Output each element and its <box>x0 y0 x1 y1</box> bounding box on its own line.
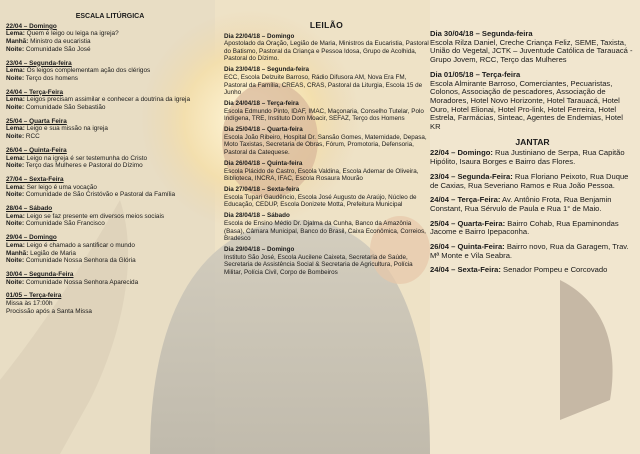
liturgy-line-key: Lema: <box>6 154 25 162</box>
liturgy-line-key: Noite: <box>6 278 25 286</box>
auction-entry <box>224 246 429 276</box>
auction-date: Dia 23/04/18 – Segunda-feira <box>224 66 310 74</box>
auction-date: Dia 01/05/18 – Terça-feira <box>430 69 521 79</box>
escala-liturgica-title: ESCALA LITÚRGICA <box>75 13 145 20</box>
liturgy-entry <box>6 118 214 141</box>
dinner-entry <box>430 220 635 237</box>
liturgy-line-value: Ser leigo é uma vocação <box>24 183 97 191</box>
auction-entry <box>224 186 429 209</box>
liturgy-line <box>6 308 214 316</box>
jantar-title: JANTAR <box>515 136 550 147</box>
liturgy-line-value: Legião de Maria <box>28 249 76 257</box>
auction-date: Dia 26/04/18 – Quinta-feira <box>224 160 303 168</box>
dinner-date: 23/04 – Segunda-Feira: <box>430 171 513 181</box>
auction-date: Dia 29/04/18 – Domingo <box>224 246 295 254</box>
liturgy-entry <box>6 176 214 199</box>
auction-participants: Escola Rilza Daniel, Creche Criança Feliz, SEME, Taxista, União do Vegetal, JCTK – Juventude Católica de Tarauacá - Grupo Jovem, RCC, Terço das Mulheres <box>430 37 633 65</box>
liturgy-line-key: Lema: <box>6 183 25 191</box>
liturgy-line-value: Missa às 17:00h <box>6 300 53 308</box>
auction-date: Dia 30/04/18 – Segunda-feira <box>430 29 533 38</box>
auction-participants: Escola Plácido de Castro, Escola Valdina, Escola Ademar de Oliveira, Biblioteca, INCRA, IFAC, Escola Rosaura Mourão <box>224 167 419 183</box>
auction-participants: Escola Tupari Gaudêncio, Escola José Augusto de Araújo, Núcleo de Educação, CEDUP, Escola Donizete Motta, Prefeitura Municipal <box>224 193 417 209</box>
auction-entry <box>224 212 429 242</box>
dinner-date: 22/04 – Domingo: <box>430 148 493 158</box>
liturgy-line-key: Lema: <box>6 67 25 75</box>
liturgy-line <box>6 133 214 141</box>
liturgy-line <box>6 162 214 170</box>
liturgy-line-value: Leigo é chamado a santificar o mundo <box>24 241 135 249</box>
dinner-date: 24/04 – Terça-Feira: <box>430 195 501 205</box>
liturgy-line <box>6 300 214 308</box>
auction-entry <box>430 71 635 132</box>
liturgy-line <box>6 96 214 104</box>
liturgy-line-key: Lema: <box>6 212 25 220</box>
dinner-entry <box>430 149 635 166</box>
leilao-title: LEILÃO <box>309 20 344 30</box>
auction-entry <box>224 100 429 123</box>
liturgy-date: 24/04 – Terça-Feira <box>6 88 64 96</box>
liturgy-date: 29/04 – Domingo <box>6 234 57 242</box>
liturgy-entry <box>6 23 214 54</box>
liturgy-entry <box>6 205 214 228</box>
auction-participants: Escola de Ensino Médio Dr. Djalma da Cunha, Banco da Amazônia (Basa), Câmara Municipal, Banco do Brasil, Caixa Econômica, Correios, Bradesco <box>224 220 426 243</box>
auction-entry <box>430 30 635 65</box>
liturgy-line <box>6 191 214 199</box>
liturgy-line-value: Comunidade São Francisco <box>24 220 105 228</box>
auction-participants: Apostolado da Oração, Legião de Maria, Ministros da Eucaristia, Pastoral do Batismo, Pastoral da Criança e Pessoa Idosa, Grupo de Acolhida, Pastoral do Dízimo. <box>224 40 429 63</box>
liturgy-date: 01/05 – Terça-feira <box>6 292 62 300</box>
liturgy-entry <box>6 89 214 112</box>
dinner-entry <box>430 266 635 275</box>
liturgy-line-key: Lema: <box>6 125 25 133</box>
liturgy-entry <box>6 234 214 265</box>
leilao-column <box>224 22 429 280</box>
liturgy-entry <box>6 271 214 286</box>
liturgy-line <box>6 155 214 163</box>
liturgy-line-key: Manhã: <box>6 249 29 257</box>
liturgy-line-key: Noite: <box>6 257 25 265</box>
liturgy-date: 28/04 – Sábado <box>6 205 53 213</box>
auction-participants: Escola João Ribeiro, Hospital Dr. Sansão Gomes, Maternidade, Depasa, Moto Taxistas, Secretaria de Obras, Fórum, Promotoria, Defensoria, Pastoral da Catequese. <box>224 133 427 157</box>
liturgy-line-value: RCC <box>24 133 40 141</box>
liturgy-line <box>6 257 214 265</box>
leilao-jantar-column <box>430 30 635 281</box>
dinner-streets: Bairro Cohab, Rua Epaminondas Jacome e Bairro Ipepaconha. <box>430 218 619 237</box>
dinner-entry <box>430 196 635 213</box>
liturgy-date: 27/04 – Sexta-Feira <box>6 175 64 183</box>
liturgy-date: 26/04 – Quinta-Feira <box>6 146 67 154</box>
auction-date: Dia 27/04/18 – Sexta-feira <box>224 186 300 194</box>
liturgy-line-value: Ministro da eucaristia <box>28 38 91 46</box>
liturgy-line <box>6 220 214 228</box>
liturgy-line-value: Terço das Mulheres e Pastoral do Dízimo <box>24 162 143 170</box>
escala-liturgica-column <box>6 13 214 322</box>
liturgy-line <box>6 250 214 258</box>
liturgy-line-key: Noite: <box>6 191 25 199</box>
auction-participants: Escola Almirante Barroso, Comerciantes, Pecuaristas, Colonos, Associação de pescadores, Associação de Moradores, Hotel Novo Horizonte, Hotel Tarauacá, Hotel Ouro, Hotel Elionai, Hotel Pro-link, Hotel Ferreira, Hotel Estrela, Farmácias, Sinteac, Agentes de Endemias, Hotel KR <box>430 78 623 132</box>
auction-participants: ECC, Escola Delzuite Barroso, Rádio Difusora AM, Nova Era FM, Pastoral da Família, CREAS, CRAS, Pastoral da Liturgia, Escola 15 de Junho <box>224 73 423 97</box>
dinner-entry <box>430 173 635 190</box>
liturgy-entry <box>6 147 214 170</box>
liturgy-line-value: Leigo na igreja é ser testemunha do Cristo <box>24 154 148 162</box>
liturgy-line-key: Noite: <box>6 45 25 53</box>
liturgy-line-key: Lema: <box>6 241 25 249</box>
liturgy-line-key: Noite: <box>6 74 25 82</box>
liturgy-line-value: Leigo se faz presente em diversos meios sociais <box>24 212 165 220</box>
liturgy-line-key: Lema: <box>6 30 25 38</box>
liturgy-line-value: Comunidade São Sebastião <box>24 104 106 112</box>
liturgy-line <box>6 104 214 112</box>
liturgy-line <box>6 242 214 250</box>
liturgy-line-value: Comunidade Nossa Senhora Aparecida <box>24 278 139 286</box>
dinner-streets: Senador Pompeu e Corcovado <box>500 265 608 275</box>
liturgy-line <box>6 125 214 133</box>
auction-date: Dia 22/04/18 – Domingo <box>224 32 295 40</box>
auction-entry <box>224 66 429 96</box>
auction-date: Dia 28/04/18 – Sábado <box>224 212 290 220</box>
liturgy-date: 25/04 – Quarta Feira <box>6 117 67 125</box>
liturgy-line <box>6 213 214 221</box>
liturgy-date: 22/04 – Domingo <box>6 22 57 30</box>
liturgy-line <box>6 279 214 287</box>
liturgy-date: 30/04 – Segunda-Feira <box>6 270 74 278</box>
dinner-date: 24/04 – Sexta-Feira: <box>430 265 501 275</box>
liturgy-line <box>6 38 214 46</box>
auction-date: Dia 24/04/18 – Terça-feira <box>224 100 299 108</box>
dinner-streets: Rua Floriano Peixoto, Rua Duque de Caxias, Rua Severiano Ramos e Rua João Pessoa. <box>430 171 629 190</box>
dinner-streets: Av. Antônio Frota, Rua Benjamin Constant, Rua Sérvulo de Paula e Rua 1° de Maio. <box>430 195 612 213</box>
liturgy-line-value: Comunidade de São Cristóvão e Pastoral da Família <box>24 191 176 199</box>
dinner-entry <box>430 243 635 260</box>
liturgy-line <box>6 184 214 192</box>
auction-entry <box>224 160 429 183</box>
liturgy-line-key: Lema: <box>6 96 25 104</box>
auction-participants: Escola Edmundo Pinto, IDAF, IMAC, Maçonaria, Conselho Tutelar, Polo Indígena, TRE, Instituto Dom Moacir, SEFAZ, Terço dos Homens <box>224 107 424 123</box>
liturgy-line-key: Noite: <box>6 104 25 112</box>
dinner-streets: Bairro novo, Rua da Garagem, Trav. Mª Monte e Vila Seabra. <box>430 242 629 260</box>
dinner-streets: Rua Justiniano de Serpa, Rua Capitão Hipólito, Isaura Borges e Bairro das Flores. <box>430 148 625 167</box>
liturgy-line-value: Terço dos homens <box>24 74 78 82</box>
liturgy-line-value: Comunidade Nossa Senhora da Glória <box>24 257 136 265</box>
liturgy-line-value: Leigos precisam assimilar e conhecer a doutrina da igreja <box>24 96 191 104</box>
liturgy-line-value: Comunidade São José <box>24 45 91 53</box>
auction-entry <box>224 33 429 63</box>
liturgy-line-value: Leigo e sua missão na igreja <box>24 125 108 133</box>
dinner-date: 25/04 – Quarta-Feira: <box>430 218 506 228</box>
liturgy-line <box>6 46 214 54</box>
liturgy-line-key: Noite: <box>6 162 25 170</box>
liturgy-line <box>6 67 214 75</box>
liturgy-line-key: Noite: <box>6 220 25 228</box>
liturgy-entry <box>6 60 214 83</box>
liturgy-line-value: Quem é leigo ou leiga na igreja? <box>24 30 119 38</box>
auction-participants: Instituto São José, Escola Aucilene Caixeta, Secretaria de Saúde, Secretaria de Assistência Social & Secretaria de Agricultura, Polícia Militar, Polícia Civil, Corpo de Bombeiros <box>224 253 413 276</box>
dinner-date: 26/04 – Quinta-Feira: <box>430 242 505 252</box>
liturgy-date: 23/04 – Segunda-feira <box>6 59 72 67</box>
liturgy-line-value: Procissão após a Santa Missa <box>6 307 92 315</box>
liturgy-line <box>6 75 214 83</box>
auction-entry <box>224 126 429 156</box>
liturgy-line <box>6 30 214 38</box>
liturgy-line-key: Noite: <box>6 133 25 141</box>
auction-date: Dia 25/04/18 – Quarta-feira <box>224 126 303 134</box>
liturgy-entry <box>6 292 214 315</box>
liturgy-line-key: Manhã: <box>6 38 29 46</box>
liturgy-line-value: Os leigos complementam ação dos clérigos <box>24 67 151 75</box>
